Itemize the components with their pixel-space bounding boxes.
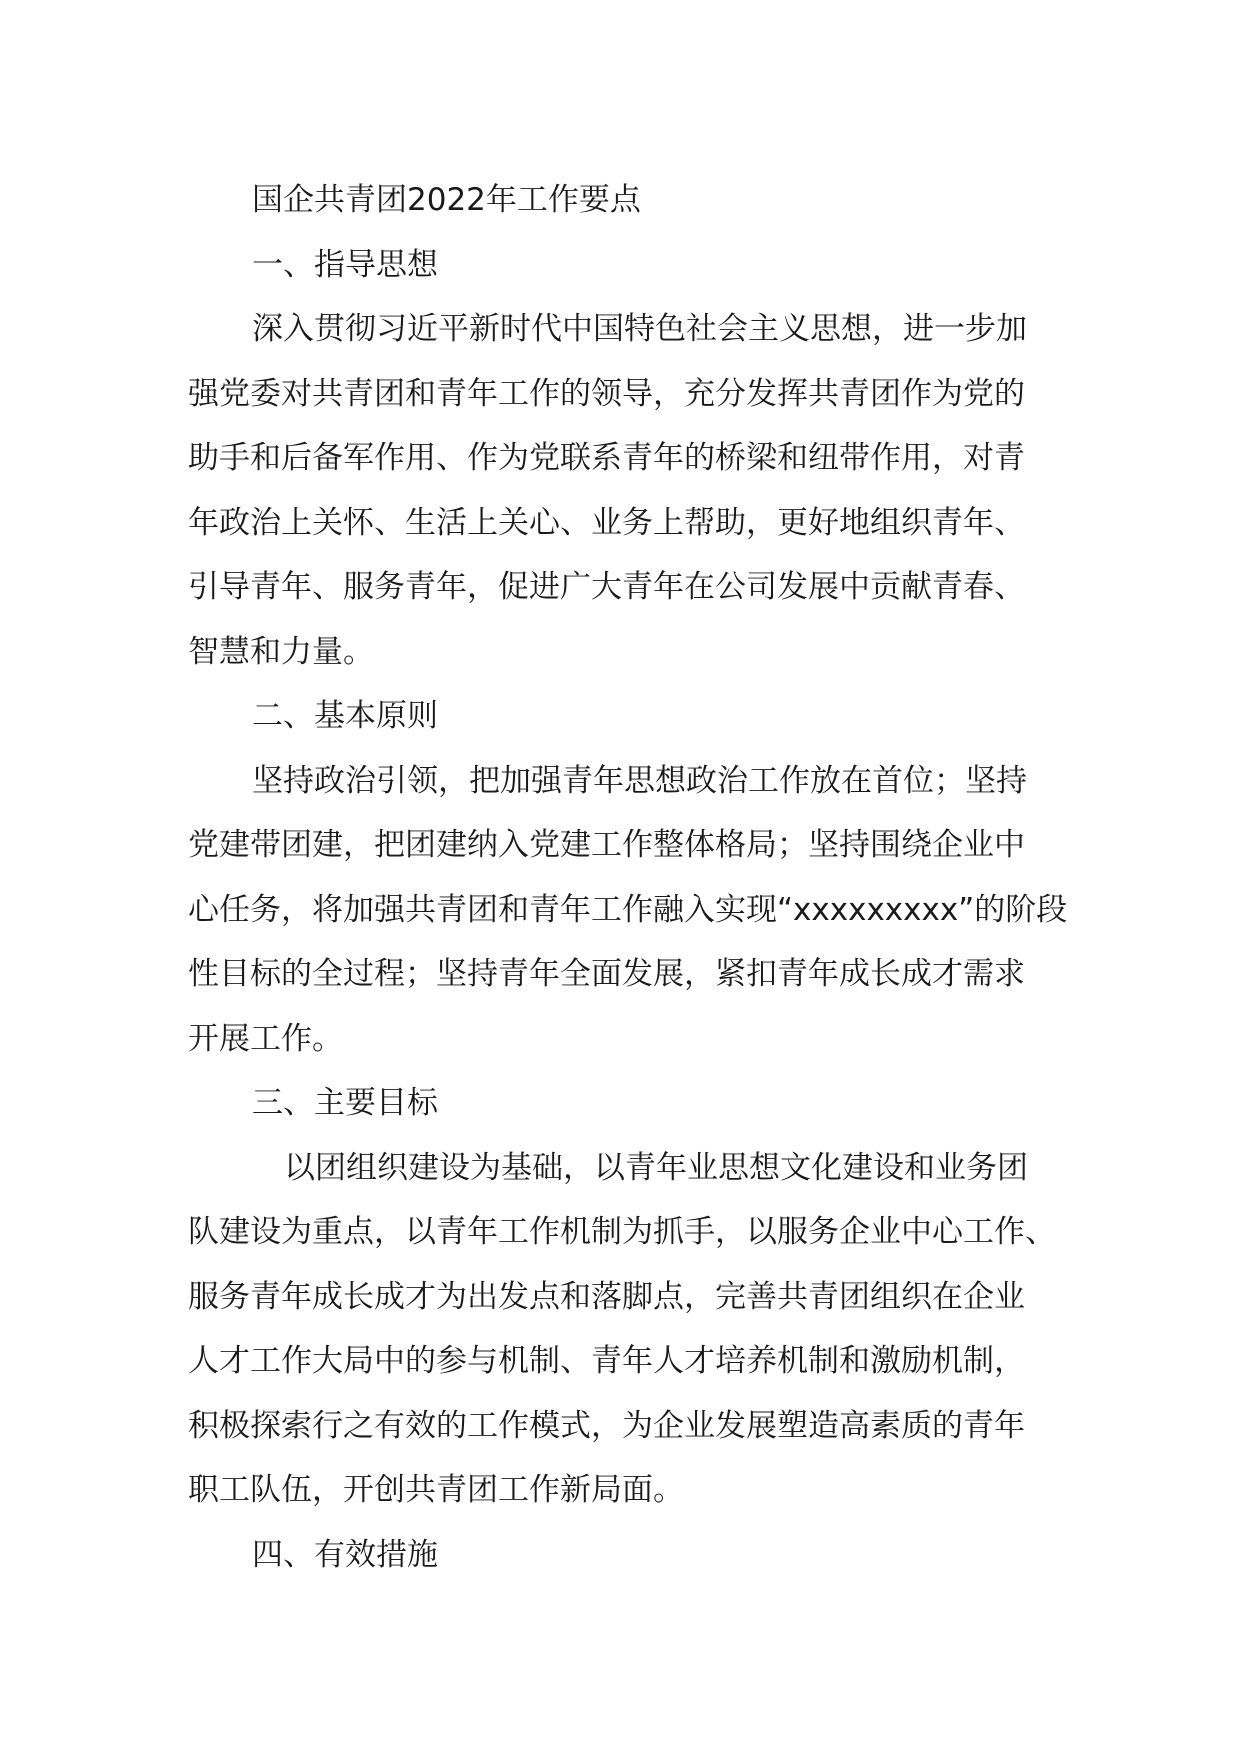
section-heading-basic-principles: 二、基本原则 [252,698,438,734]
paragraph-line: 以团组织建设为基础，以青年业思想文化建设和业务团 [284,1149,1028,1186]
paragraph-line: 服务青年成长成才为出发点和落脚点，完善共青团组织在企业 [188,1278,1025,1315]
paragraph-line: 开展工作。 [188,1020,343,1057]
paragraph-line: 坚持政治引领，把加强青年思想政治工作放在首位；坚持 [252,762,1027,799]
paragraph-line: 智慧和力量。 [188,633,374,670]
section-heading-guiding-ideology: 一、指导思想 [252,246,438,283]
paragraph-line: 引导青年、服务青年，促进广大青年在公司发展中贡献青春、 [188,569,1025,605]
paragraph-line: 队建设为重点，以青年工作机制为抓手，以服务企业中心工作、 [188,1214,1056,1250]
section-heading-main-goals: 三、主要目标 [252,1085,438,1121]
document-title: 国企共青团2022年工作要点 [252,182,641,218]
paragraph-line: 性目标的全过程；坚持青年全面发展，紧扣青年成长成才需求 [188,956,1025,992]
paragraph-line: 助手和后备军作用、作为党联系青年的桥梁和纽带作用，对青 [188,440,1025,476]
paragraph-line: 职工队伍，开创共青团工作新局面。 [188,1472,684,1508]
section-heading-effective-measures: 四、有效措施 [252,1536,438,1573]
paragraph-line: 积极探索行之有效的工作模式，为企业发展塑造高素质的青年 [188,1407,1025,1444]
paragraph-line: 强党委对共青团和青年工作的领导，充分发挥共青团作为党的 [188,375,1025,412]
document-body [188,168,1068,1587]
paragraph-line: 心任务，将加强共青团和青年工作融入实现“xxxxxxxxx”的阶段 [188,891,1068,928]
paragraph-line: 深入贯彻习近平新时代中国特色社会主义思想，进一步加 [252,311,1027,347]
paragraph-line: 党建带团建，把团建纳入党建工作整体格局；坚持围绕企业中 [188,827,1025,863]
paragraph-line: 人才工作大局中的参与机制、青年人才培养机制和激励机制， [188,1343,1025,1379]
paragraph-line: 年政治上关怀、生活上关心、业务上帮助，更好地组织青年、 [188,504,1025,541]
